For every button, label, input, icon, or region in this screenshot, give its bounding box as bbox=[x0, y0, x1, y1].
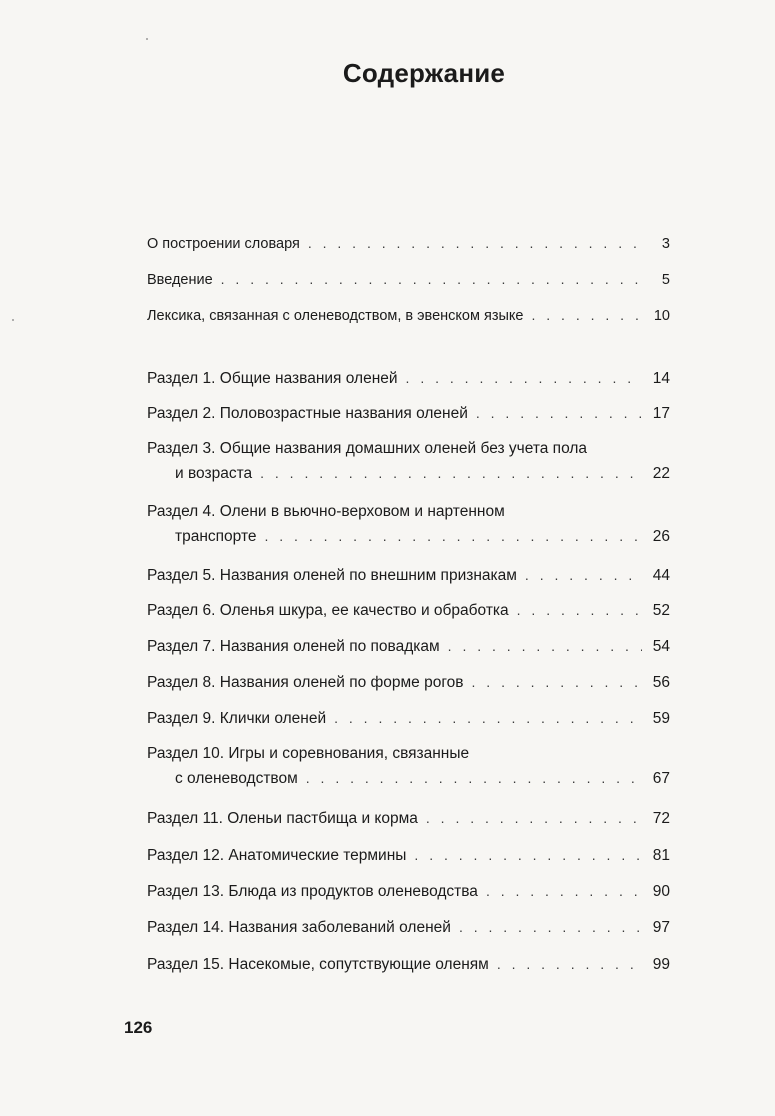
toc-entry-title-continued: транспорте bbox=[175, 528, 257, 545]
toc-entry bbox=[147, 806, 670, 831]
toc-entry bbox=[147, 670, 670, 695]
toc-entry-page: 26 bbox=[652, 528, 670, 545]
toc-entry-page: 81 bbox=[652, 847, 670, 864]
dot-leader bbox=[497, 952, 642, 976]
toc-entry-title: Раздел 8. Названия оленей по форме рогов bbox=[147, 674, 464, 691]
toc-entry-title: Лексика, связанная с оленеводством, в эвенском языке bbox=[147, 308, 524, 324]
toc-entry-page: 52 bbox=[652, 602, 670, 619]
toc-entry-title: Раздел 5. Названия оленей по внешним признакам bbox=[147, 567, 517, 584]
toc-entry-title-continued: и возраста bbox=[175, 465, 253, 482]
dot-leader bbox=[531, 303, 642, 327]
dot-leader bbox=[265, 524, 643, 548]
dot-leader bbox=[426, 806, 642, 830]
toc-entry-page: 97 bbox=[652, 919, 670, 936]
toc-entry-page: 5 bbox=[661, 272, 670, 288]
dot-leader bbox=[517, 598, 642, 622]
toc-entry-title-continued: с оленеводством bbox=[175, 770, 298, 787]
toc-entry-page: 67 bbox=[652, 770, 670, 787]
dot-leader bbox=[476, 401, 642, 425]
dot-leader bbox=[334, 706, 642, 730]
toc-entry-page: 44 bbox=[652, 567, 670, 584]
toc-entry-title: Раздел 4. Олени в вьючно-верховом и нартенном bbox=[147, 503, 505, 520]
dot-leader bbox=[525, 563, 642, 587]
toc-entry bbox=[147, 231, 670, 256]
toc-entry bbox=[147, 563, 670, 588]
toc-entry-page: 72 bbox=[652, 810, 670, 827]
toc-entry bbox=[147, 879, 670, 904]
toc-entry-page: 14 bbox=[652, 370, 670, 387]
toc-entry-title: Раздел 13. Блюда из продуктов оленеводства bbox=[147, 883, 478, 900]
toc-entry-page: 10 bbox=[653, 308, 670, 324]
dot-leader bbox=[308, 231, 642, 255]
scan-speck bbox=[12, 319, 14, 321]
toc-entry bbox=[147, 952, 670, 977]
toc-entry-title: Введение bbox=[147, 272, 213, 288]
toc-entry bbox=[147, 843, 670, 868]
toc-entry bbox=[147, 915, 670, 940]
toc-entry bbox=[147, 267, 670, 292]
toc-entry-page: 54 bbox=[652, 638, 670, 655]
page-number: 126 bbox=[124, 1018, 153, 1037]
toc-entry bbox=[147, 303, 670, 328]
toc-entry bbox=[147, 598, 670, 623]
toc-entry-page: 90 bbox=[652, 883, 670, 900]
toc-entry bbox=[147, 706, 670, 731]
dot-leader bbox=[459, 915, 642, 939]
toc-entry bbox=[147, 437, 670, 486]
toc-entry bbox=[147, 742, 670, 791]
toc-entry-title: Раздел 1. Общие названия оленей bbox=[147, 370, 398, 387]
toc-entry-page: 59 bbox=[652, 710, 670, 727]
dot-leader bbox=[486, 879, 642, 903]
toc-entry-title: Раздел 9. Клички оленей bbox=[147, 710, 327, 727]
toc-entry bbox=[147, 401, 670, 426]
toc-entry-title: Раздел 3. Общие названия домашних оленей без учета пола bbox=[147, 440, 588, 457]
toc-entry-page: 56 bbox=[652, 674, 670, 691]
toc-entry-title: Раздел 10. Игры и соревнования, связанные bbox=[147, 745, 470, 762]
toc-entry-title: Раздел 14. Названия заболеваний оленей bbox=[147, 919, 451, 936]
toc-entry-title: Раздел 11. Оленьи пастбища и корма bbox=[147, 810, 418, 827]
dot-leader bbox=[472, 670, 642, 694]
toc-entry bbox=[147, 634, 670, 659]
toc-entry-page: 17 bbox=[652, 405, 670, 422]
toc-entry-title: Раздел 2. Половозрастные названия оленей bbox=[147, 405, 468, 422]
dot-leader bbox=[221, 267, 642, 291]
toc-entry-title: Раздел 7. Названия оленей по повадкам bbox=[147, 638, 440, 655]
page-title: Содержание bbox=[342, 58, 506, 88]
toc-entry-page: 99 bbox=[652, 956, 670, 973]
toc-entry bbox=[147, 366, 670, 391]
toc-entry-page: 3 bbox=[661, 236, 670, 252]
dot-leader bbox=[260, 461, 642, 485]
toc-entry-page: 22 bbox=[652, 465, 670, 482]
toc-entry-title: Раздел 15. Насекомые, сопутствующие оленям bbox=[147, 956, 489, 973]
toc-entry-title: О построении словаря bbox=[147, 236, 300, 252]
dot-leader bbox=[306, 766, 642, 790]
dot-leader bbox=[406, 366, 642, 390]
toc-entry-title: Раздел 12. Анатомические термины bbox=[147, 847, 407, 864]
dot-leader bbox=[448, 634, 642, 658]
dot-leader bbox=[414, 843, 642, 867]
scan-speck bbox=[146, 38, 148, 40]
toc-entry bbox=[147, 500, 670, 549]
toc-entry-title: Раздел 6. Оленья шкура, ее качество и обработка bbox=[147, 602, 509, 619]
